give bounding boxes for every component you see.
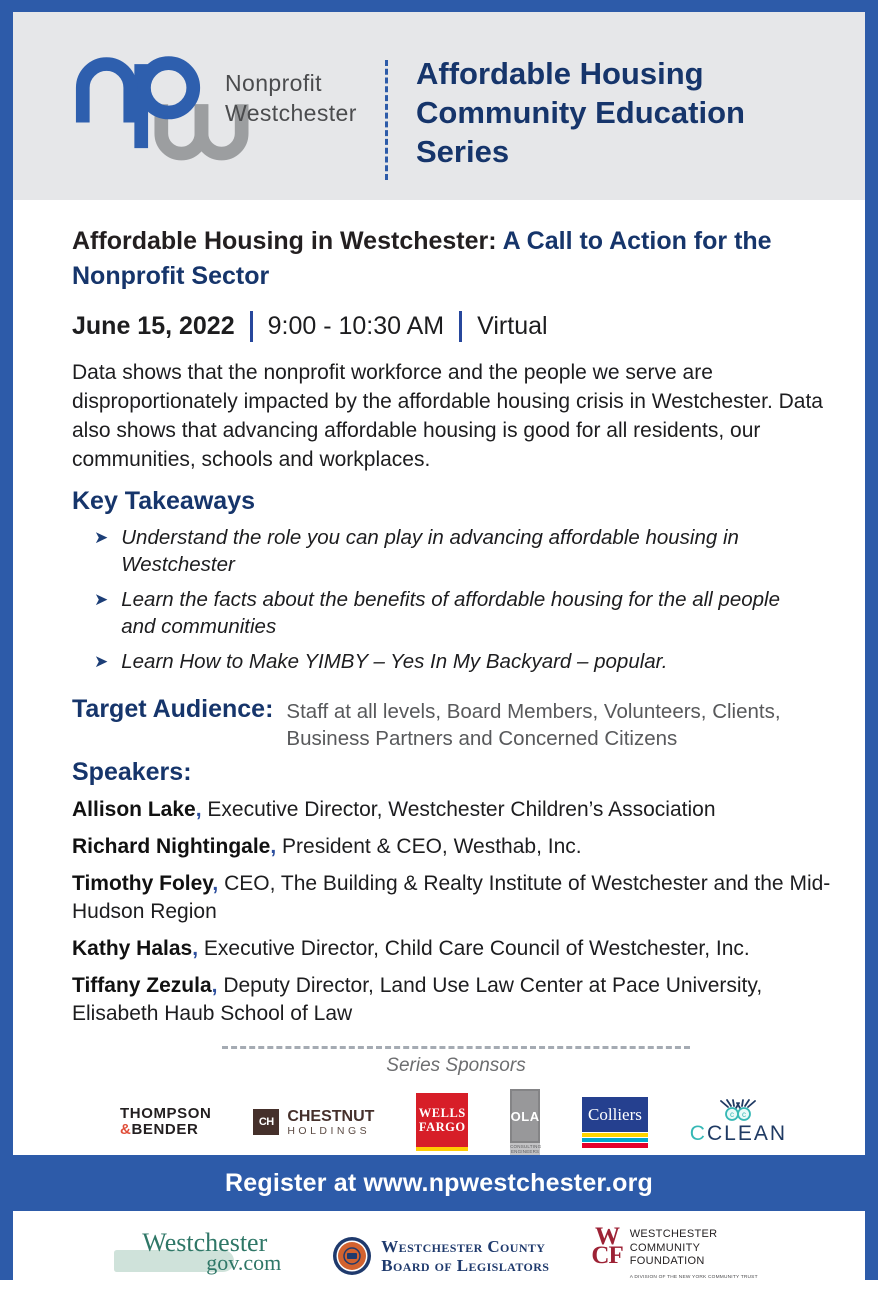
cclean-rest: CLEAN xyxy=(706,1122,787,1145)
npw-logo xyxy=(70,42,410,172)
series-title: Affordable Housing Community Education Series xyxy=(416,56,745,169)
speaker-role: Executive Director, Westchester Children’s Association xyxy=(201,798,716,821)
thompson-bender-logo xyxy=(120,1106,211,1138)
wcf-tagline: A DIVISION OF THE NEW YORK COMMUNITY TRUST xyxy=(629,1274,758,1280)
separator-bar xyxy=(250,311,253,342)
sponsors-divider xyxy=(222,1046,690,1049)
speaker-comma: , xyxy=(211,974,218,997)
colliers-stripe-red xyxy=(582,1142,648,1148)
speaker-entry xyxy=(72,870,835,926)
speakers-heading: Speakers: xyxy=(72,758,192,786)
target-audience-text: Staff at all levels, Board Members, Volunteers, Clients, Business Partners and Concerned Citizens xyxy=(286,700,781,750)
speaker-entry xyxy=(72,935,835,963)
wcf-line2: COMMUNITY xyxy=(629,1241,701,1254)
ampersand: & xyxy=(120,1121,132,1138)
event-when xyxy=(72,311,835,342)
county-seal-icon xyxy=(332,1236,372,1276)
wells-fargo-line1: WELLS xyxy=(418,1106,466,1120)
sponsors-label: Series Sponsors xyxy=(386,1055,526,1076)
speaker-comma: , xyxy=(270,835,277,858)
chestnut-holdings-logo xyxy=(253,1108,374,1137)
chestnut-text xyxy=(287,1108,374,1137)
org-name xyxy=(225,68,357,128)
ola-logo xyxy=(510,1089,540,1155)
event-title xyxy=(72,224,807,294)
speaker-entry xyxy=(72,833,835,861)
wcf-line1: WESTCHESTER xyxy=(629,1228,718,1240)
cclean-first-letter: C xyxy=(689,1122,707,1145)
register-text: Register at www.npwestchester.org xyxy=(224,1168,653,1197)
separator-bar xyxy=(459,311,462,342)
chestnut-name: CHESTNUT xyxy=(287,1107,375,1125)
speaker-role: CEO, The Building & Realty Institute of Westchester and the Mid-Hudson Region xyxy=(72,872,831,923)
arrow-bullet-icon: ➤ xyxy=(94,528,109,547)
speaker-name: Richard Nightingale xyxy=(72,835,271,858)
takeaway-text: Learn How to Make YIMBY – Yes In My Backyard – popular. xyxy=(121,650,668,673)
ola-letters: OLA xyxy=(510,1089,540,1143)
svg-text:c: c xyxy=(730,1110,735,1119)
key-takeaways-heading: Key Takeaways xyxy=(72,487,255,515)
cclean-logo xyxy=(690,1099,787,1145)
org-name-line1: Nonprofit xyxy=(225,70,322,96)
takeaway-text: Learn the facts about the benefits of affordable housing for the all people and communities xyxy=(121,588,780,638)
svg-text:c: c xyxy=(742,1110,747,1119)
wcf-logo xyxy=(591,1223,758,1284)
event-time: 9:00 - 10:30 AM xyxy=(267,312,445,340)
hands-icon xyxy=(714,1099,762,1123)
speaker-name: Timothy Foley xyxy=(72,872,213,895)
colliers-name: Colliers xyxy=(582,1097,648,1132)
takeaway-text: Understand the role you can play in advancing affordable housing in Westchester xyxy=(121,526,739,576)
event-description: Data shows that the nonprofit workforce and the people we serve are disproportionately impacted by the affordable housing crisis in Westchester. Data also shows that advancing affordable housing is good for all residents, our communities, schools and workplaces. xyxy=(72,361,823,471)
speaker-name: Kathy Halas xyxy=(72,937,193,960)
key-takeaways-list xyxy=(72,524,835,675)
speaker-comma: , xyxy=(212,872,219,895)
event-title-navy: A Call to Action for the Nonprofit Sector xyxy=(72,227,772,290)
main-content xyxy=(13,200,865,1155)
register-banner xyxy=(13,1155,865,1211)
wells-fargo-line2: FARGO xyxy=(418,1120,466,1134)
event-location: Virtual xyxy=(477,312,548,340)
speaker-role: President & CEO, Westhab, Inc. xyxy=(276,835,582,858)
westchestergov-line1: Westchester xyxy=(142,1227,268,1257)
sponsor-logos-row xyxy=(72,1089,835,1155)
wcf-line3: FOUNDATION xyxy=(629,1255,705,1267)
westchestergov-logo xyxy=(120,1228,290,1284)
cclean-name xyxy=(690,1123,787,1145)
wcf-monogram xyxy=(591,1223,623,1269)
event-date: June 15, 2022 xyxy=(72,312,235,340)
chestnut-sub: HOLDINGS xyxy=(287,1124,371,1137)
thompson-bender-name: BENDER xyxy=(131,1121,199,1138)
dashed-separator xyxy=(385,60,388,180)
westchestergov-line2: gov.com xyxy=(206,1249,282,1275)
takeaway-item xyxy=(72,648,819,675)
colliers-logo xyxy=(582,1097,648,1148)
wcf-mono-bottom: CF xyxy=(591,1242,623,1269)
speaker-role: Executive Director, Child Care Council of Westchester, Inc. xyxy=(198,937,750,960)
speaker-entry xyxy=(72,972,835,1028)
speaker-name: Tiffany Zezula xyxy=(72,974,212,997)
speaker-comma: , xyxy=(192,937,199,960)
wcf-mono-top: W xyxy=(595,1223,620,1250)
arrow-bullet-icon: ➤ xyxy=(94,590,109,609)
takeaway-item xyxy=(72,524,819,578)
speaker-entry xyxy=(72,796,835,824)
event-title-black: Affordable Housing in Westchester: xyxy=(72,227,497,255)
arrow-bullet-icon: ➤ xyxy=(94,652,109,671)
footer xyxy=(13,1211,865,1300)
board-of-legislators-logo xyxy=(332,1236,549,1276)
speaker-name: Allison Lake xyxy=(72,798,196,821)
bol-line1: Westchester County xyxy=(381,1236,546,1256)
bol-line2: Board of Legislators xyxy=(381,1255,550,1275)
target-audience-label: Target Audience: xyxy=(72,695,274,723)
ola-sub: CONSULTING ENGINEERS xyxy=(510,1144,542,1154)
thompson-bender-line2 xyxy=(120,1122,211,1138)
target-audience xyxy=(72,695,835,752)
thompson-bender-line1: THOMPSON xyxy=(120,1105,212,1122)
speaker-comma: , xyxy=(195,798,202,821)
header xyxy=(13,12,865,200)
wells-fargo-logo xyxy=(416,1093,468,1151)
org-name-line2: Westchester xyxy=(225,100,357,126)
takeaway-item xyxy=(72,586,819,640)
chestnut-icon: CH xyxy=(253,1109,279,1135)
wcf-text xyxy=(630,1227,758,1284)
board-of-legislators-text xyxy=(381,1237,549,1275)
speaker-role: Deputy Director, Land Use Law Center at Pace University, Elisabeth Haub School of Law xyxy=(72,974,763,1025)
